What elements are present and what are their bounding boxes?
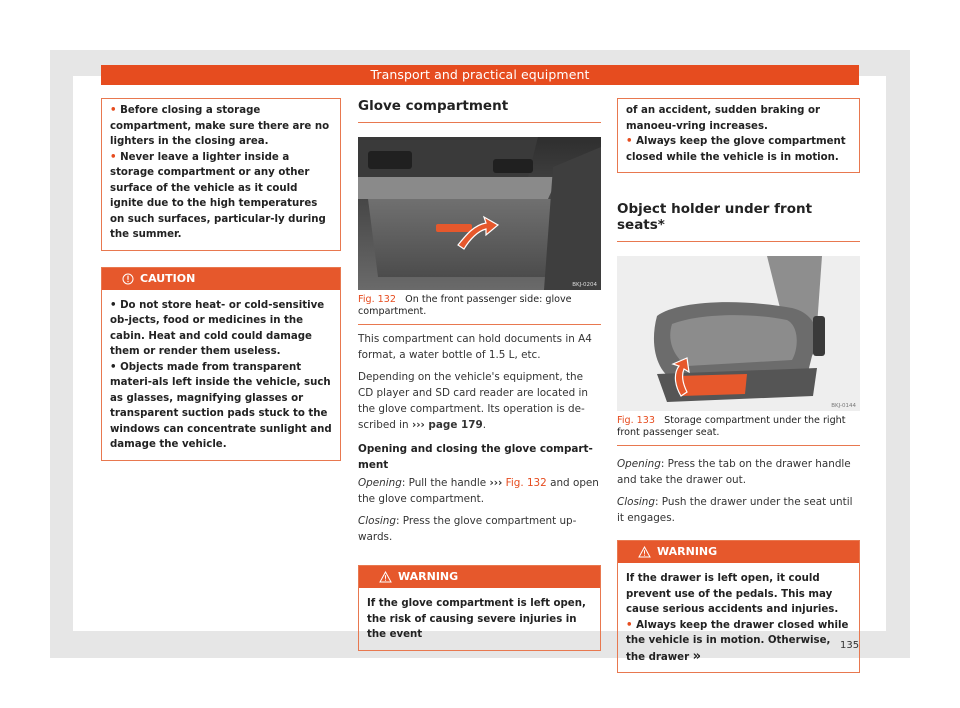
warning-text: If the glove compartment is left open, the risk of causing severe injuries in the event — [367, 598, 586, 640]
warning-triangle-icon — [638, 546, 651, 558]
warning-triangle-icon — [379, 571, 392, 583]
bullet-icon: • — [110, 151, 121, 163]
bullet-icon: • — [626, 619, 637, 631]
figure-caption: Fig. 132 On the front passenger side: glove compartment. — [358, 294, 601, 325]
column-right — [617, 98, 860, 673]
glove-compartment-illustration — [358, 137, 601, 290]
figure-caption: Fig. 133 Storage compartment under the right front passenger seat. — [617, 415, 860, 446]
info-circle-icon — [122, 273, 134, 285]
closing-instruction: Closing: Push the drawer under the seat until it engages. — [617, 496, 853, 524]
warning-title: WARNING — [398, 570, 459, 584]
paragraph: This compartment can hold documents in A4 format, a water bottle of 1.5 L, etc. — [358, 333, 592, 361]
warning-continued-box — [101, 98, 341, 251]
figure-code: BKJ-0204 — [572, 282, 597, 288]
paragraph: Depending on the vehicle's equipment, the CD player and SD card reader are located in the glove compartment. Its operation is de-scribed in ››› page 179. — [358, 371, 588, 431]
bullet-icon: • — [110, 299, 121, 311]
warning-bullet: • Always keep the drawer closed while the vehicle is in motion. Otherwise, the drawer » — [626, 619, 849, 664]
caution-title: CAUTION — [140, 271, 196, 285]
warning-continued-box — [617, 98, 860, 173]
opening-instruction: Opening: Pull the handle ››› Fig. 132 and open the glove compartment. — [358, 477, 599, 505]
warning-title: WARNING — [657, 545, 718, 559]
figure-132 — [358, 137, 601, 290]
caution-item: • Do not store heat- or cold-sensitive ob-jects, food or medicines in the cabin. Heat and cold could damage them or render them useless. — [110, 299, 325, 357]
opening-instruction: Opening: Press the tab on the drawer handle and take the drawer out. — [617, 458, 851, 486]
warning-bullet: • Never leave a lighter inside a storage compartment or any other surface of the vehicle as it could ignite due to the high temperatures on such surfaces, particular-ly during the summer. — [110, 151, 326, 240]
warning-text: If the drawer is left open, it could prevent use of the pedals. This may cause serious accidents and injuries. — [626, 573, 839, 615]
warning-bullet: • Before closing a storage compartment, make sure there are no lighters in the closing area. — [110, 105, 330, 147]
warning-bullet: • Always keep the glove compartment closed while the vehicle is in motion. — [626, 136, 846, 163]
figure-133 — [617, 256, 860, 411]
figure-code: BKJ-0144 — [831, 403, 856, 409]
subheading: Opening and closing the glove compart-ment — [358, 443, 593, 471]
caution-header — [102, 268, 340, 290]
warning-box — [358, 565, 601, 651]
figure-reference-link[interactable]: Fig. 132 — [505, 477, 547, 489]
page-reference-link[interactable]: ››› page 179 — [411, 419, 483, 431]
caution-box — [101, 267, 341, 461]
column-middle — [358, 98, 601, 651]
warning-header — [618, 541, 859, 563]
section-title-object-holder: Object holder under front seats* — [617, 201, 860, 242]
glove-compartment-body — [358, 331, 601, 545]
warning-header — [359, 566, 600, 588]
bullet-icon: • — [110, 361, 121, 373]
figure-label: Fig. 133 — [617, 415, 655, 426]
warning-text: of an accident, sudden braking or manoeu-vring increases. — [626, 105, 821, 132]
section-title-glove-compartment: Glove compartment — [358, 98, 601, 123]
warning-box — [617, 540, 860, 673]
bullet-icon: • — [626, 136, 637, 147]
bullet-icon: • — [110, 105, 121, 116]
page-number: 135 — [840, 640, 860, 651]
closing-instruction: Closing: Press the glove compartment up-wards. — [358, 515, 577, 543]
column-left — [101, 98, 341, 461]
continue-mark: » — [692, 648, 702, 664]
figure-label: Fig. 132 — [358, 294, 396, 305]
section-header: Transport and practical equipment — [101, 65, 859, 85]
seat-drawer-illustration — [617, 256, 860, 411]
caution-item: • Objects made from transparent materi-als left inside the vehicle, such as glasses, magnifying glasses or transparent suction pads stuck to the windows can concentrate sunlight and damage the vehicle. — [110, 361, 332, 450]
object-holder-body — [617, 456, 860, 526]
